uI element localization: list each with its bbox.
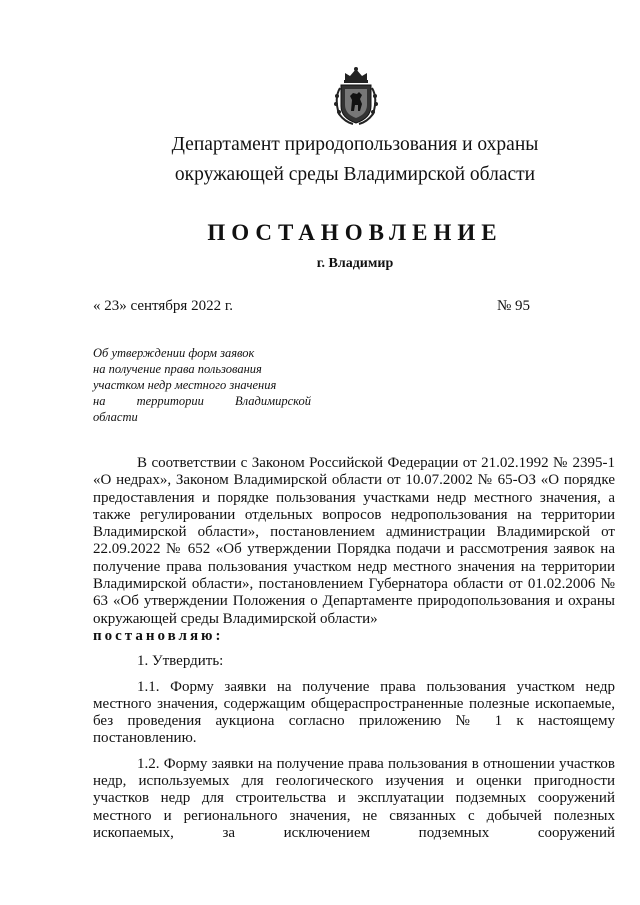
clause-1: 1. Утвердить: (137, 653, 224, 670)
preamble-text: В соответствии с Законом Российской Федерации от 21.02.1992 № 2395-1 «О недрах», Законом Владимирской области от 10.07.2002 № 65-ОЗ «О порядке предоставления и порядке пользования участками недр местного значения, а также регулировании отдельных вопросов недропользования на территории Владимирской области», постановлением администрации Владимирской от 22.09.2022 № 652 «Об утверждении Порядка подачи и рассмотрения заявок на получение права пользования участком недр местного значения на территории Владимирской области», постановлением Губернатора области от 01.02.2006 № 63 «Об утверждении Положения о Департаменте природопользования и охраны окружающей среды Владимирской области» (93, 455, 615, 627)
document-subject (93, 345, 311, 425)
document-number: № 95 (497, 298, 531, 314)
resolve-word: постановляю: (93, 627, 224, 644)
clause-1-1: 1.1. Форму заявки на получение права пользования участком недр местного значения, содержащим общераспространенные полезные ископаемые, без проведения аукциона согласно приложению № 1 к настоящему постановлению. (93, 678, 615, 747)
subject-line: на получение права пользования (93, 362, 262, 376)
subject-line: участком недр местного значения (93, 378, 277, 392)
department-line-1: Департамент природопользования и охраны (171, 134, 539, 155)
document-body (93, 455, 615, 842)
document-date: « 23» сентября 2022 г. (93, 298, 234, 314)
document-city: г. Владимир (316, 256, 394, 271)
preamble-paragraph (93, 455, 615, 645)
clause-1-2: 1.2. Форму заявки на получение права пользования в отношении участков недр, используемых для геологического изучения и оценки пригодности участков недр для строительства и эксплуатации подземных сооружений местного и регионального значения, не связанных с добычей полезных ископаемых, за исключением подземных сооружений (93, 755, 615, 841)
subject-line: области (93, 410, 138, 424)
department-name (0, 130, 640, 190)
subject-line: Об утверждении форм заявок (93, 346, 255, 360)
department-line-2: окружающей среды Владимирской области (174, 164, 536, 185)
document-title: ПОСТАНОВЛЕНИЕ (207, 220, 503, 245)
coat-of-arms-emblem (331, 66, 381, 126)
subject-line: на территории Владимирской (93, 394, 311, 408)
